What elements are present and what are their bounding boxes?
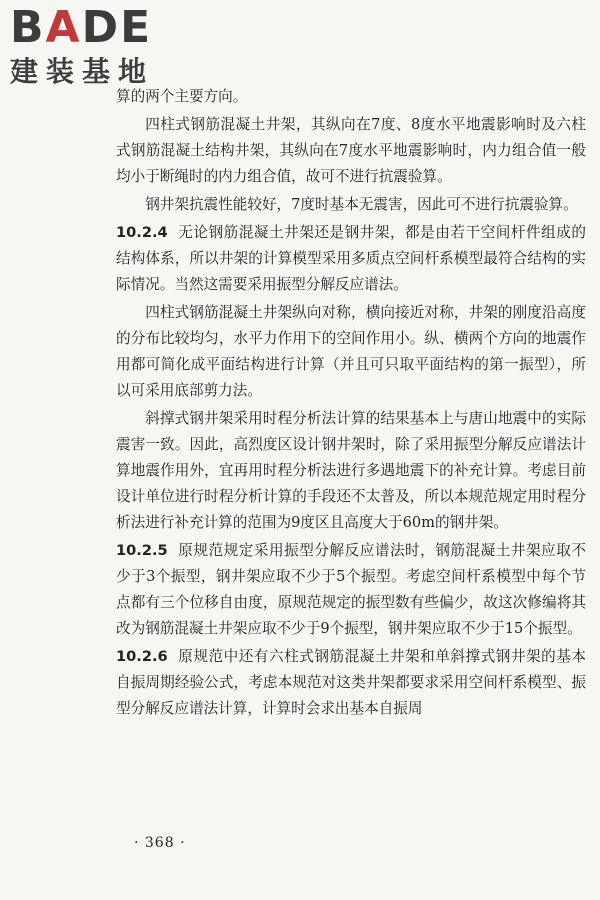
body-paragraph bbox=[116, 300, 586, 404]
document-body bbox=[116, 84, 586, 724]
page-number: · 368 · bbox=[134, 835, 186, 851]
watermark-letter-a: A bbox=[45, 2, 82, 53]
paragraph-text: 原规范规定采用振型分解反应谱法时，钢筋混凝土井架应取不少于3个振型，钢井架应取不少于5个振型。考虑空间杆系模型中每个节点都有三个位移自由度，原规范规定的振型数有些偏少，故这次修编将其改为钢筋混凝土井架应取不少于9个振型，钢井架应取不少于15个振型。 bbox=[116, 542, 586, 637]
bade-watermark-logo bbox=[10, 2, 175, 88]
paragraph-text: 斜撑式钢井架采用时程分析法计算的结果基本上与唐山地震中的实际震害一致。因此，高烈度区设计钢井架时，除了采用振型分解反应谱法计算地震作用外，宜再用时程分析法进行多遇地震下的补充计算。考虑目前设计单位进行时程分析计算的手段还不太普及，所以本规范规定用时程分析法进行补充计算的范围为9度区且高度大于60m的钢井架。 bbox=[116, 410, 586, 531]
body-paragraph bbox=[116, 192, 586, 218]
section-number: 10.2.6 bbox=[116, 648, 168, 665]
watermark-chinese-text: 建装基地 bbox=[10, 55, 155, 88]
section-paragraph bbox=[116, 644, 586, 722]
section-number: 10.2.5 bbox=[116, 542, 168, 559]
paragraph-text: 原规范中还有六柱式钢筋混凝土井架和单斜撑式钢井架的基本自振周期经验公式，考虑本规范对这类井架都要求采用空间杆系模型、振型分解反应谱法计算，计算时会求出基本自振周 bbox=[116, 648, 586, 717]
watermark-latin-text bbox=[10, 2, 175, 53]
paragraph-text: 四柱式钢筋混凝土井架，其纵向在7度、8度水平地震影响时及六柱式钢筋混凝土结构井架，其纵向在7度水平地震影响时，内力组合值一般均小于断绳时的内力组合值，故可不进行抗震验算。 bbox=[116, 116, 586, 185]
section-number: 10.2.4 bbox=[116, 224, 168, 241]
body-paragraph bbox=[116, 84, 586, 110]
paragraph-text: 算的两个主要方向。 bbox=[116, 88, 248, 105]
paragraph-text: 钢井架抗震性能较好，7度时基本无震害，因此可不进行抗震验算。 bbox=[145, 196, 578, 213]
body-paragraph bbox=[116, 112, 586, 190]
paragraph-text: 无论钢筋混凝土井架还是钢井架，都是由若干空间杆件组成的结构体系，所以井架的计算模型采用多质点空间杆系模型最符合结构的实际情况。当然这需要采用振型分解反应谱法。 bbox=[116, 224, 586, 293]
section-paragraph bbox=[116, 220, 586, 298]
watermark-letters-de: DE bbox=[81, 2, 153, 53]
body-paragraph bbox=[116, 406, 586, 536]
section-paragraph bbox=[116, 538, 586, 642]
watermark-letters-b: B bbox=[10, 2, 46, 53]
paragraph-text: 四柱式钢筋混凝土井架纵向对称，横向接近对称，井架的刚度沿高度的分布比较均匀，水平力作用下的空间作用小。纵、横两个方向的地震作用都可简化成平面结构进行计算（并且可只取平面结构的第一振型），所以可采用底部剪力法。 bbox=[116, 304, 586, 399]
